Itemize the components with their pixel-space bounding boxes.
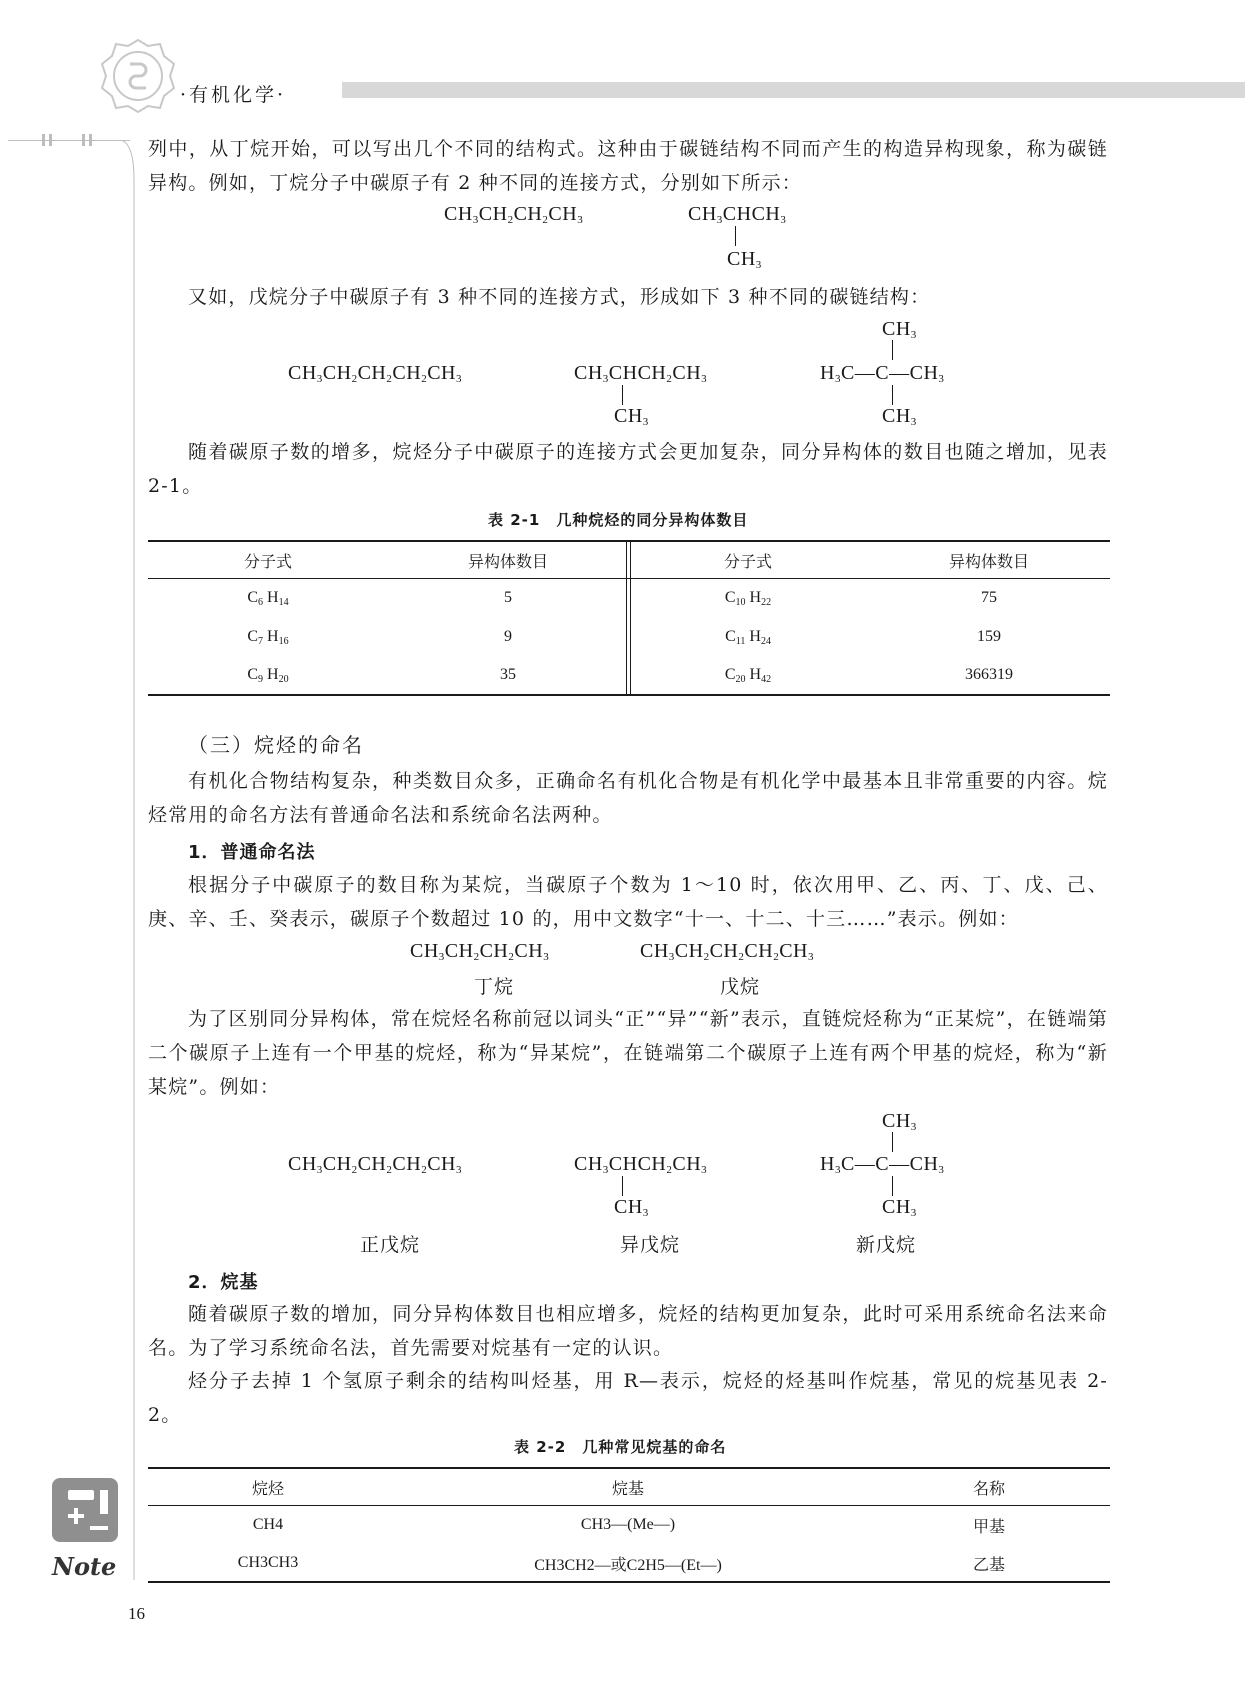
margin-tick	[82, 134, 85, 146]
header-logo	[100, 38, 176, 114]
paragraph-8: 烃分子去掉 1 个氢原子剩余的结构叫烃基，用 R—表示，烷烃的烃基叫作烷基，常见的烷基见表 2-2。	[148, 1370, 1108, 1426]
bond-line	[892, 1176, 893, 1196]
bond-line	[892, 385, 893, 405]
subheading-common-naming: 1．普通命名法	[188, 842, 316, 863]
table1-bottom-rule	[148, 694, 1110, 696]
margin-tick	[42, 134, 45, 146]
table2-bottom-rule	[148, 1581, 1110, 1583]
formula-n-pentane-2: $CH_3CH_2CH_2CH_2CH_3$	[288, 1153, 462, 1176]
header-bar	[342, 82, 1245, 98]
formula-isopentane-2-branch: $CH_3$	[614, 1196, 649, 1219]
name-n-pentane: 正戊烷	[360, 1234, 421, 1256]
paragraph-2: 又如，戊烷分子中碳原子有 3 种不同的连接方式，形成如下 3 种不同的碳链结构：	[188, 286, 931, 308]
table2-cell-alkane: CH4	[252, 1516, 284, 1533]
table2	[148, 1469, 1110, 1581]
name-iso-pentane: 异戊烷	[620, 1234, 681, 1256]
table1-header: 分子式	[243, 551, 292, 571]
bond-line	[892, 1132, 893, 1152]
table1-header: 分子式	[723, 551, 772, 571]
margin-rule-top	[8, 140, 130, 141]
subheading-alkyl: 2．烷基	[188, 1272, 259, 1293]
paragraph-1: 列中，从丁烷开始，可以写出几个不同的结构式。这种由于碳链结构不同而产生的构造异构现象，称为碳链异构。例如，丁烷分子中碳原子有 2 种不同的连接方式，分别如下所示：	[148, 138, 1108, 194]
table1-cell-count: 366319	[965, 666, 1013, 683]
formula-n-butane: $CH_3CH_2CH_2CH_3$	[444, 203, 584, 226]
table1-header: 异构体数目	[948, 551, 1029, 571]
table1-cell-count: 159	[977, 628, 1001, 645]
formula-pentane: $CH_3CH_2CH_2CH_2CH_3$	[640, 940, 814, 963]
table2-cell-name: 甲基	[972, 1516, 1005, 1536]
formula-butane: $CH_3CH_2CH_2CH_3$	[410, 940, 550, 963]
table2-cell-name: 乙基	[972, 1554, 1005, 1574]
margin-curve	[120, 140, 140, 1580]
formula-neopentane-1-top: $CH_3$	[882, 318, 917, 341]
page-number: 16	[128, 1604, 145, 1623]
section-heading: （三）烷烃的命名	[188, 733, 364, 757]
bond-line	[892, 340, 893, 360]
paragraph-4: 有机化合物结构复杂，种类数目众多，正确命名有机化合物是有机化学中最基本且非常重要的内容。烷烃常用的命名方法有普通命名法和系统命名法两种。	[148, 770, 1108, 826]
table1-caption: 表 2-1 几种烷烃的同分异构体数目	[488, 511, 749, 529]
formula-neopentane-1-mid: $H_3C—C—CH_3$	[820, 362, 945, 385]
formula-isopentane-2: $CH_3CHCH_2CH_3$	[574, 1153, 708, 1176]
table1-cell-formula: $C_6$ $H_{14}$	[247, 588, 289, 608]
header-title: ·有机化学·	[180, 84, 287, 106]
table1-cell-formula: $C_9$ $H_{20}$	[247, 665, 289, 685]
bond-line	[735, 226, 736, 246]
margin-tick	[49, 134, 52, 146]
table1-cell-count: 35	[500, 666, 516, 683]
name-neo-pentane: 新戊烷	[856, 1234, 917, 1256]
paragraph-7: 随着碳原子数的增加，同分异构体数目也相应增多，烷烃的结构更加复杂，此时可采用系统命名法来命名。为了学习系统命名法，首先需要对烷基有一定的认识。	[148, 1303, 1108, 1359]
formula-neopentane-2-bottom: $CH_3$	[882, 1196, 917, 1219]
formula-isobutane-branch: $CH_3$	[727, 248, 762, 271]
table1-cell-count: 5	[504, 589, 512, 606]
table1	[148, 542, 1110, 694]
paragraph-5: 根据分子中碳原子的数目称为某烷，当碳原子个数为 1～10 时，依次用甲、乙、丙、丁、戊、己、庚、辛、壬、癸表示，碳原子个数超过 10 的，用中文数字“十一、十二、十三……”表示。例如：	[148, 874, 1108, 930]
paragraph-3: 随着碳原子数的增多，烷烃分子中碳原子的连接方式会更加复杂，同分异构体的数目也随之增加，见表 2-1。	[148, 441, 1108, 497]
formula-neopentane-2-top: $CH_3$	[882, 1110, 917, 1133]
table1-header: 异构体数目	[467, 551, 548, 571]
table2-cell-alkyl: CH3—(Me—)	[580, 1516, 676, 1533]
table2-caption: 表 2-2 几种常见烷基的命名	[514, 1438, 727, 1456]
table2-header: 名称	[972, 1478, 1005, 1498]
formula-isopentane-1: $CH_3CHCH_2CH_3$	[574, 362, 708, 385]
formula-neopentane-2-mid: $H_3C—C—CH_3$	[820, 1153, 945, 1176]
table2-cell-alkane: CH3CH3	[237, 1554, 299, 1571]
table1-cell-formula: $C_{11}$ $H_{24}$	[725, 627, 771, 647]
table2-cell-alkyl: CH3CH2—或C2H5—(Et—)	[534, 1556, 722, 1574]
name-butane: 丁烷	[474, 976, 515, 998]
table2-header: 烷烃	[251, 1478, 284, 1498]
table1-cell-formula: $C_{20}$ $H_{42}$	[724, 665, 772, 685]
formula-isobutane: $CH_3CHCH_3$	[688, 203, 787, 226]
margin-tick	[89, 134, 92, 146]
bond-line	[622, 1176, 623, 1196]
name-pentane: 戊烷	[720, 976, 761, 998]
table2-header: 烷基	[611, 1478, 644, 1498]
table1-cell-formula: $C_{10}$ $H_{22}$	[724, 588, 772, 608]
table1-cell-count: 9	[504, 628, 512, 645]
bond-line	[622, 385, 623, 405]
table1-cell-formula: $C_7$ $H_{16}$	[247, 627, 289, 647]
formula-neopentane-1-bottom: $CH_3$	[882, 405, 917, 428]
formula-isopentane-1-branch: $CH_3$	[614, 405, 649, 428]
note-icon	[50, 1476, 120, 1546]
note-label: Note	[52, 1552, 117, 1581]
formula-n-pentane-1: $CH_3CH_2CH_2CH_2CH_3$	[288, 362, 462, 385]
paragraph-6: 为了区别同分异构体，常在烷烃名称前冠以词头“正”“异”“新”表示，直链烷烃称为“正某烷”，在链端第二个碳原子上连有一个甲基的烷烃，称为“异某烷”，在链端第二个碳原子上连有两个甲基的烷烃，称为“新某烷”。例如：	[148, 1008, 1108, 1098]
table1-cell-count: 75	[981, 589, 997, 606]
